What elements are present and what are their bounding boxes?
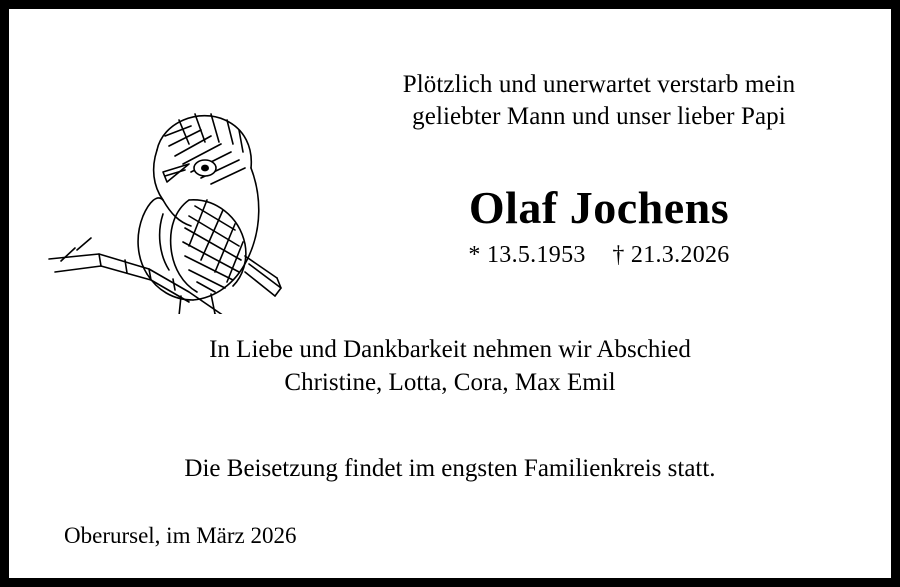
message-block bbox=[29, 334, 871, 483]
intro-line-1: Plötzlich und unerwartet verstarb mein bbox=[402, 71, 796, 98]
place-and-date: Oberursel, im März 2026 bbox=[64, 523, 297, 548]
birth-date: * 13.5.1953 bbox=[468, 242, 586, 268]
deceased-name: Olaf Jochens bbox=[468, 182, 730, 233]
family-names: Christine, Lotta, Cora, Max Emil bbox=[284, 368, 616, 396]
life-dates bbox=[309, 242, 889, 269]
intro-line-2: geliebter Mann und unser lieber Papi bbox=[412, 103, 786, 130]
bird-on-branch-drawing bbox=[39, 64, 299, 314]
intro-text bbox=[309, 69, 889, 133]
headline-block bbox=[309, 69, 889, 269]
notice-inner bbox=[9, 9, 891, 578]
death-date: † 21.3.2026 bbox=[612, 242, 730, 268]
burial-note: Die Beisetzung findet im engsten Familienkreis statt. bbox=[184, 454, 716, 482]
farewell-text: In Liebe und Dankbarkeit nehmen wir Abschied bbox=[209, 336, 691, 363]
